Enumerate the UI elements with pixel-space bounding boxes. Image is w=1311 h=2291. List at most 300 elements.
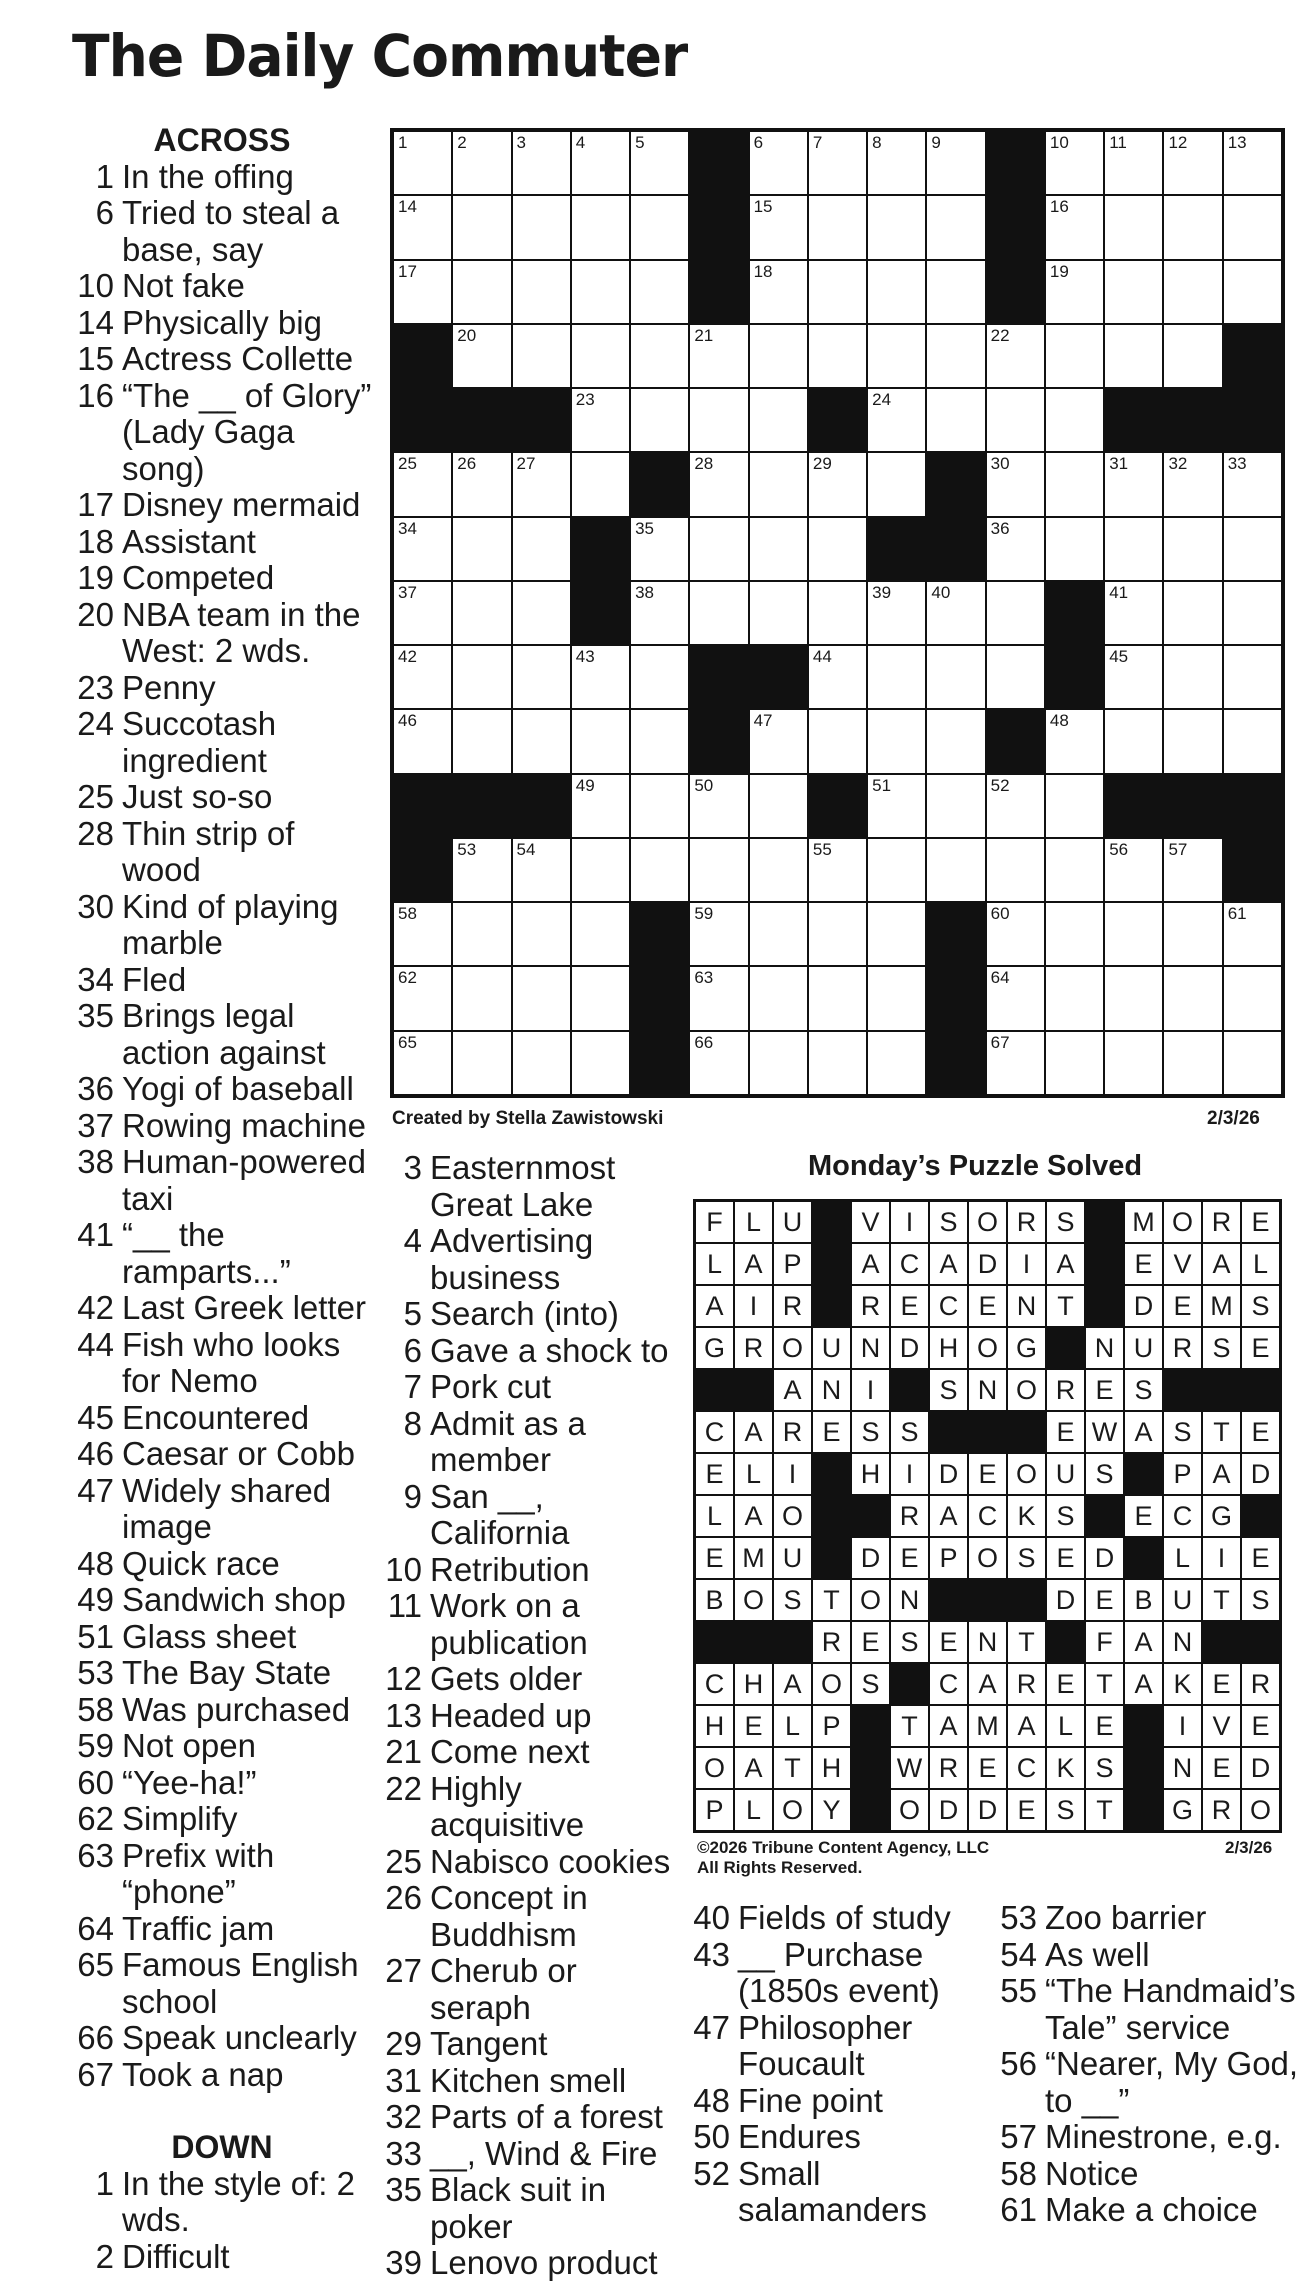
grid-cell[interactable] xyxy=(452,260,511,324)
grid-cell[interactable] xyxy=(1104,195,1163,259)
grid-cell[interactable] xyxy=(393,902,452,966)
solution-cell: S xyxy=(851,1663,890,1705)
cell-number: 3 xyxy=(516,133,526,152)
clue-number: 58 xyxy=(77,1690,114,1728)
grid-cell[interactable] xyxy=(1104,517,1163,581)
grid-cell[interactable] xyxy=(986,517,1045,581)
grid-cell[interactable] xyxy=(749,838,808,902)
solution-cell: U xyxy=(812,1327,851,1369)
solution-cell: U xyxy=(773,1537,812,1579)
grid-cell[interactable] xyxy=(926,131,985,195)
grid-cell[interactable] xyxy=(1163,581,1222,645)
solution-cell: G xyxy=(1007,1327,1046,1369)
grid-cell[interactable] xyxy=(1104,838,1163,902)
clue-text: Zoo barrier xyxy=(1045,1899,1207,1936)
grid-cell[interactable] xyxy=(749,324,808,388)
grid-cell[interactable] xyxy=(1163,1031,1222,1095)
grid-cell[interactable] xyxy=(1223,1031,1282,1095)
grid-cell[interactable] xyxy=(571,709,630,773)
grid-cell[interactable] xyxy=(1163,966,1222,1030)
grid-cell[interactable] xyxy=(689,388,748,452)
grid-cell[interactable] xyxy=(630,324,689,388)
grid-cell[interactable] xyxy=(986,452,1045,516)
grid-cell[interactable] xyxy=(512,517,571,581)
grid-cell[interactable] xyxy=(926,388,985,452)
grid-cell[interactable] xyxy=(1104,452,1163,516)
black-square xyxy=(749,645,808,709)
grid-cell[interactable] xyxy=(867,324,926,388)
clue-item xyxy=(688,2083,988,2120)
clue-number: 47 xyxy=(77,1471,114,1509)
grid-cell[interactable] xyxy=(926,324,985,388)
grid-cell[interactable] xyxy=(1104,645,1163,709)
grid-cell[interactable] xyxy=(689,774,748,838)
grid-cell[interactable] xyxy=(630,645,689,709)
grid-cell[interactable] xyxy=(867,902,926,966)
grid-cell[interactable] xyxy=(808,1031,867,1095)
grid-cell[interactable] xyxy=(1223,452,1282,516)
grid-cell[interactable] xyxy=(452,902,511,966)
grid-cell[interactable] xyxy=(452,838,511,902)
clue-item xyxy=(995,2192,1301,2229)
grid-cell[interactable] xyxy=(512,902,571,966)
grid-cell[interactable] xyxy=(808,902,867,966)
clue-number: 61 xyxy=(1000,2191,1037,2228)
grid-cell[interactable] xyxy=(1163,838,1222,902)
grid-cell[interactable] xyxy=(1223,581,1282,645)
grid-cell[interactable] xyxy=(867,131,926,195)
grid-cell[interactable] xyxy=(630,195,689,259)
grid-cell[interactable] xyxy=(808,324,867,388)
clue-text: Yogi of baseball xyxy=(122,1070,354,1107)
grid-cell[interactable] xyxy=(867,774,926,838)
solution-cell: E xyxy=(890,1285,929,1327)
grid-cell[interactable] xyxy=(1045,966,1104,1030)
clue-item xyxy=(72,524,372,561)
grid-cell[interactable] xyxy=(867,709,926,773)
grid-cell[interactable] xyxy=(986,324,1045,388)
grid-cell[interactable] xyxy=(689,1031,748,1095)
solution-cell: E xyxy=(1241,1411,1280,1453)
grid-cell[interactable] xyxy=(926,709,985,773)
clue-text: Retribution xyxy=(430,1550,590,1588)
grid-cell[interactable] xyxy=(689,581,748,645)
grid-cell[interactable] xyxy=(1104,581,1163,645)
clue-text: Brings legal action against xyxy=(122,997,326,1071)
solution-cell: A xyxy=(773,1369,812,1411)
grid-cell[interactable] xyxy=(808,195,867,259)
grid-cell[interactable] xyxy=(749,774,808,838)
solution-cell: L xyxy=(734,1453,773,1495)
solution-cell: U xyxy=(773,1201,812,1243)
grid-cell[interactable] xyxy=(986,902,1045,966)
grid-cell[interactable] xyxy=(1045,388,1104,452)
grid-cell[interactable] xyxy=(630,388,689,452)
clue-number: 38 xyxy=(77,1143,114,1180)
solution-cell: E xyxy=(1241,1537,1280,1579)
solution-cell: D xyxy=(1241,1453,1280,1495)
down-clue-list-4 xyxy=(995,1900,1301,2229)
grid-cell[interactable] xyxy=(986,1031,1045,1095)
cell-number: 61 xyxy=(1227,904,1247,924)
solution-cell: O xyxy=(1007,1369,1046,1411)
grid-cell[interactable] xyxy=(926,774,985,838)
solution-cell: L xyxy=(734,1789,773,1831)
grid-cell[interactable] xyxy=(393,709,452,773)
grid-cell[interactable] xyxy=(808,645,867,709)
grid-cell[interactable] xyxy=(986,838,1045,902)
black-square xyxy=(689,131,748,195)
clue-item xyxy=(72,2020,372,2057)
solution-black-square xyxy=(1046,1327,1085,1369)
solution-black-square xyxy=(695,1369,734,1411)
grid-cell[interactable] xyxy=(571,966,630,1030)
grid-cell[interactable] xyxy=(749,966,808,1030)
puzzle-date: 2/3/26 xyxy=(1207,1108,1260,1129)
solution-cell: O xyxy=(968,1537,1007,1579)
grid-cell[interactable] xyxy=(749,131,808,195)
down-clue-list-3 xyxy=(688,1900,988,2229)
clue-text: Rowing machine xyxy=(122,1106,366,1144)
clue-text: Philosopher Foucault xyxy=(738,2008,913,2082)
grid-cell[interactable] xyxy=(749,709,808,773)
grid-cell[interactable] xyxy=(571,260,630,324)
grid-cell[interactable] xyxy=(808,131,867,195)
clue-number: 46 xyxy=(77,1435,114,1472)
clue-number: 57 xyxy=(1000,2118,1037,2155)
grid-cell[interactable] xyxy=(393,131,452,195)
grid-cell[interactable] xyxy=(512,838,571,902)
solution-black-square xyxy=(968,1411,1007,1453)
grid-cell[interactable] xyxy=(1163,324,1222,388)
clue-text: “The __ of Glory” (Lady Gaga song) xyxy=(122,376,372,487)
grid-cell[interactable] xyxy=(1223,966,1282,1030)
grid-cell[interactable] xyxy=(926,838,985,902)
cell-number: 1 xyxy=(398,133,408,152)
solution-title: Monday’s Puzzle Solved xyxy=(808,1150,1143,1182)
grid-cell[interactable] xyxy=(571,1031,630,1095)
clue-number: 66 xyxy=(77,2019,114,2056)
grid-cell[interactable] xyxy=(1163,131,1222,195)
solution-cell: I xyxy=(1202,1537,1241,1579)
grid-cell[interactable] xyxy=(630,581,689,645)
copyright-notice xyxy=(697,1838,989,1878)
grid-cell[interactable] xyxy=(689,517,748,581)
grid-cell[interactable] xyxy=(571,645,630,709)
grid-cell[interactable] xyxy=(808,581,867,645)
grid-cell[interactable] xyxy=(630,131,689,195)
grid-cell[interactable] xyxy=(512,1031,571,1095)
grid-cell[interactable] xyxy=(749,195,808,259)
grid-cell[interactable] xyxy=(926,260,985,324)
clue-text: Assistant xyxy=(122,522,256,560)
grid-cell[interactable] xyxy=(749,452,808,516)
grid-cell[interactable] xyxy=(393,452,452,516)
grid-cell[interactable] xyxy=(1163,195,1222,259)
solution-cell: A xyxy=(1124,1621,1163,1663)
grid-cell[interactable] xyxy=(452,452,511,516)
grid-cell[interactable] xyxy=(749,260,808,324)
grid-cell[interactable] xyxy=(393,260,452,324)
grid-cell[interactable] xyxy=(571,388,630,452)
grid-cell[interactable] xyxy=(1045,774,1104,838)
solution-cell: R xyxy=(734,1327,773,1369)
grid-cell[interactable] xyxy=(1223,645,1282,709)
grid-cell[interactable] xyxy=(1104,260,1163,324)
grid-cell[interactable] xyxy=(986,388,1045,452)
grid-cell[interactable] xyxy=(512,452,571,516)
grid-cell[interactable] xyxy=(1045,452,1104,516)
clue-item xyxy=(995,1973,1301,2046)
grid-cell[interactable] xyxy=(808,517,867,581)
solution-cell: A xyxy=(1124,1411,1163,1453)
solution-cell: G xyxy=(695,1327,734,1369)
grid-cell[interactable] xyxy=(512,260,571,324)
grid-cell[interactable] xyxy=(452,131,511,195)
solution-cell: O xyxy=(695,1747,734,1789)
grid-cell[interactable] xyxy=(1223,260,1282,324)
grid-cell[interactable] xyxy=(1045,260,1104,324)
clue-item xyxy=(380,1333,680,1370)
solution-cell: A xyxy=(1007,1705,1046,1747)
grid-cell[interactable] xyxy=(1045,838,1104,902)
grid-cell[interactable] xyxy=(749,388,808,452)
black-square xyxy=(630,966,689,1030)
solution-cell: O xyxy=(1241,1789,1280,1831)
grid-cell[interactable] xyxy=(808,966,867,1030)
grid-cell[interactable] xyxy=(689,902,748,966)
grid-cell[interactable] xyxy=(1223,195,1282,259)
black-square xyxy=(393,388,452,452)
grid-cell[interactable] xyxy=(1104,131,1163,195)
grid-cell[interactable] xyxy=(393,195,452,259)
black-square xyxy=(512,774,571,838)
grid-cell[interactable] xyxy=(571,131,630,195)
grid-cell[interactable] xyxy=(986,645,1045,709)
solution-cell: R xyxy=(1202,1201,1241,1243)
solution-black-square xyxy=(1124,1705,1163,1747)
grid-cell[interactable] xyxy=(512,581,571,645)
grid-cell[interactable] xyxy=(630,774,689,838)
grid-cell[interactable] xyxy=(1163,902,1222,966)
black-square xyxy=(571,517,630,581)
clue-item xyxy=(380,1880,680,1953)
grid-cell[interactable] xyxy=(867,581,926,645)
grid-cell[interactable] xyxy=(571,452,630,516)
grid-cell[interactable] xyxy=(1104,324,1163,388)
grid-cell[interactable] xyxy=(867,388,926,452)
grid-cell[interactable] xyxy=(512,645,571,709)
grid-cell[interactable] xyxy=(452,966,511,1030)
solution-cell: D xyxy=(1124,1285,1163,1327)
solution-cell: R xyxy=(812,1621,851,1663)
grid-cell[interactable] xyxy=(452,581,511,645)
grid-cell[interactable] xyxy=(689,452,748,516)
grid-cell[interactable] xyxy=(571,902,630,966)
grid-cell[interactable] xyxy=(689,966,748,1030)
grid-cell[interactable] xyxy=(393,645,452,709)
grid-cell[interactable] xyxy=(689,324,748,388)
black-square xyxy=(926,966,985,1030)
cell-number: 65 xyxy=(398,1032,417,1052)
grid-cell[interactable] xyxy=(1163,645,1222,709)
solution-cell: R xyxy=(851,1285,890,1327)
solution-cell: E xyxy=(695,1453,734,1495)
grid-cell[interactable] xyxy=(1223,902,1282,966)
clue-text: Come next xyxy=(430,1733,590,1770)
grid-cell[interactable] xyxy=(808,260,867,324)
cell-number: 20 xyxy=(457,325,477,345)
grid-cell[interactable] xyxy=(808,452,867,516)
grid-cell[interactable] xyxy=(1045,131,1104,195)
black-square xyxy=(630,902,689,966)
grid-cell[interactable] xyxy=(1163,709,1222,773)
grid-cell[interactable] xyxy=(749,1031,808,1095)
solution-cell: E xyxy=(1163,1285,1202,1327)
grid-cell[interactable] xyxy=(1045,517,1104,581)
grid-cell[interactable] xyxy=(1045,902,1104,966)
grid-cell[interactable] xyxy=(1104,966,1163,1030)
grid-cell[interactable] xyxy=(1163,517,1222,581)
clue-text: Cherub or seraph xyxy=(430,1952,577,2026)
grid-cell[interactable] xyxy=(571,324,630,388)
clue-number: 64 xyxy=(77,1909,114,1947)
grid-cell[interactable] xyxy=(1163,452,1222,516)
grid-cell[interactable] xyxy=(512,324,571,388)
grid-cell[interactable] xyxy=(749,902,808,966)
clue-item xyxy=(72,1765,372,1802)
clue-item xyxy=(688,2156,988,2229)
grid-cell[interactable] xyxy=(986,966,1045,1030)
solution-black-square xyxy=(1124,1747,1163,1789)
solution-cell: R xyxy=(1007,1663,1046,1705)
grid-cell[interactable] xyxy=(1104,709,1163,773)
grid-cell[interactable] xyxy=(452,1031,511,1095)
grid-cell[interactable] xyxy=(689,838,748,902)
grid-cell[interactable] xyxy=(630,517,689,581)
cell-number: 64 xyxy=(990,968,1010,988)
solution-cell: F xyxy=(695,1201,734,1243)
cell-number: 37 xyxy=(398,582,417,602)
grid-cell[interactable] xyxy=(393,581,452,645)
cell-number: 17 xyxy=(398,261,417,281)
grid-cell[interactable] xyxy=(1223,517,1282,581)
solution-black-square xyxy=(851,1705,890,1747)
solution-cell: I xyxy=(1007,1243,1046,1285)
grid-cell[interactable] xyxy=(512,195,571,259)
solution-cell: P xyxy=(812,1705,851,1747)
grid-cell[interactable] xyxy=(867,452,926,516)
clue-text: Physically big xyxy=(122,303,322,341)
clue-item xyxy=(380,2063,680,2100)
solution-cell: I xyxy=(773,1453,812,1495)
clue-number: 48 xyxy=(77,1544,114,1582)
solution-cell: A xyxy=(734,1747,773,1789)
solution-cell: D xyxy=(968,1789,1007,1831)
grid-cell[interactable] xyxy=(1045,709,1104,773)
grid-cell[interactable] xyxy=(867,966,926,1030)
grid-cell[interactable] xyxy=(393,966,452,1030)
grid-cell[interactable] xyxy=(452,517,511,581)
solution-cell: S xyxy=(1085,1747,1124,1789)
grid-cell[interactable] xyxy=(571,838,630,902)
grid-cell[interactable] xyxy=(630,838,689,902)
grid-cell[interactable] xyxy=(512,709,571,773)
grid-cell[interactable] xyxy=(452,195,511,259)
grid-cell[interactable] xyxy=(986,581,1045,645)
clue-number: 37 xyxy=(77,1106,114,1144)
grid-cell[interactable] xyxy=(452,324,511,388)
solution-cell: L xyxy=(1163,1537,1202,1579)
grid-cell[interactable] xyxy=(1104,902,1163,966)
solution-cell: K xyxy=(1046,1747,1085,1789)
grid-cell[interactable] xyxy=(867,260,926,324)
black-square xyxy=(1104,388,1163,452)
solution-cell: E xyxy=(695,1537,734,1579)
clue-text: Traffic jam xyxy=(122,1909,275,1947)
grid-cell[interactable] xyxy=(926,645,985,709)
cell-number: 31 xyxy=(1109,454,1129,474)
clue-item xyxy=(72,1655,372,1692)
clue-number: 7 xyxy=(403,1368,422,1405)
clue-text: Penny xyxy=(122,668,216,706)
grid-cell[interactable] xyxy=(1223,709,1282,773)
clue-text: Concept in Buddhism xyxy=(430,1879,588,1953)
grid-cell[interactable] xyxy=(926,195,985,259)
clue-item xyxy=(72,670,372,707)
grid-cell[interactable] xyxy=(1045,195,1104,259)
grid-cell[interactable] xyxy=(867,195,926,259)
grid-cell[interactable] xyxy=(1104,1031,1163,1095)
clue-number: 60 xyxy=(77,1763,114,1801)
grid-cell[interactable] xyxy=(1223,131,1282,195)
grid-cell[interactable] xyxy=(630,709,689,773)
grid-cell[interactable] xyxy=(808,838,867,902)
solution-cell: A xyxy=(734,1495,773,1537)
grid-cell[interactable] xyxy=(749,581,808,645)
clue-number: 47 xyxy=(693,2008,730,2046)
grid-cell[interactable] xyxy=(393,1031,452,1095)
grid-cell[interactable] xyxy=(571,195,630,259)
grid-cell[interactable] xyxy=(630,260,689,324)
grid-cell[interactable] xyxy=(393,517,452,581)
grid-cell[interactable] xyxy=(512,966,571,1030)
grid-cell[interactable] xyxy=(1045,324,1104,388)
cell-number: 46 xyxy=(398,711,417,731)
grid-cell[interactable] xyxy=(1045,1031,1104,1095)
grid-cell[interactable] xyxy=(512,131,571,195)
solution-cell: N xyxy=(890,1579,929,1621)
solution-cell: D xyxy=(1085,1537,1124,1579)
clue-number: 5 xyxy=(403,1295,422,1332)
grid-cell[interactable] xyxy=(867,645,926,709)
clue-number: 10 xyxy=(385,1550,422,1588)
grid-cell[interactable] xyxy=(867,1031,926,1095)
grid-cell[interactable] xyxy=(1163,260,1222,324)
clue-text: In the offing xyxy=(122,157,294,195)
solution-cell: C xyxy=(1007,1747,1046,1789)
solution-cell: L xyxy=(695,1495,734,1537)
grid-cell[interactable] xyxy=(452,645,511,709)
grid-cell[interactable] xyxy=(867,838,926,902)
grid-cell[interactable] xyxy=(571,774,630,838)
grid-cell[interactable] xyxy=(749,517,808,581)
grid-cell[interactable] xyxy=(986,774,1045,838)
cell-number: 26 xyxy=(457,454,477,474)
grid-cell[interactable] xyxy=(926,581,985,645)
grid-cell[interactable] xyxy=(808,709,867,773)
grid-cell[interactable] xyxy=(452,709,511,773)
